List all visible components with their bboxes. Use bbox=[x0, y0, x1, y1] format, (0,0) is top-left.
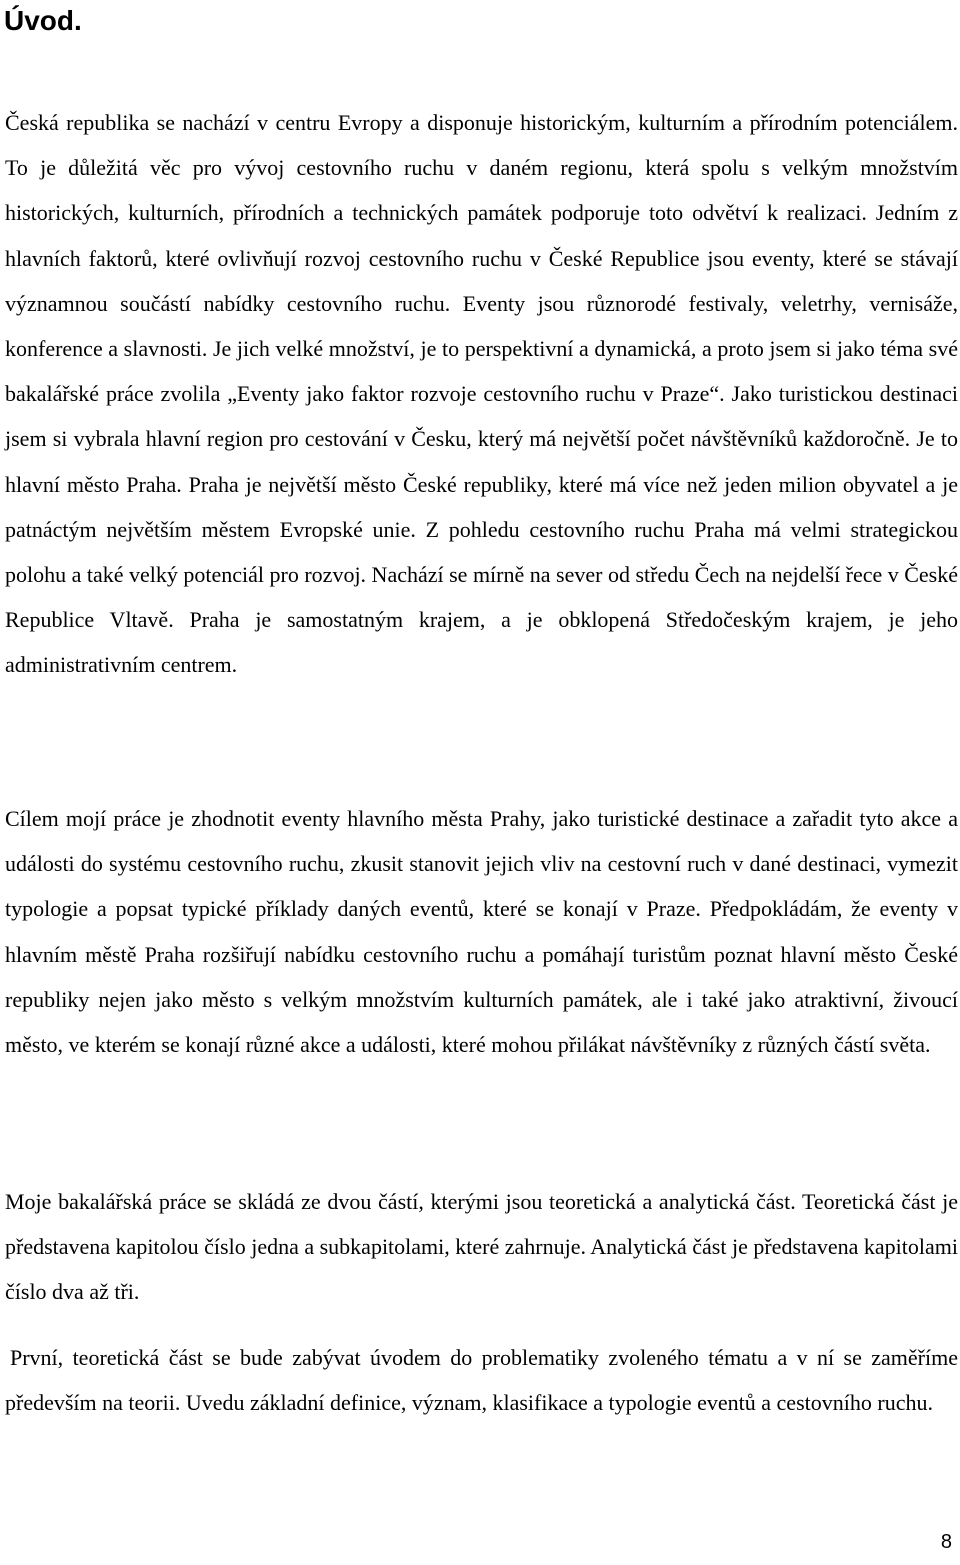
paragraph-goal: Cílem mojí práce je zhodnotit eventy hlavního města Prahy, jako turistické destinace a zařadit tyto akce a události do systému cestovního ruchu, zkusit stanovit jejich vliv na cestovní ruch v dané destinaci, vymezit typologie a popsat typické příklady daných eventů, které se konají v Praze. Předpokládám, že eventy v hlavním městě Praha rozšiřují nabídku cestovního ruchu a pomáhají turistům poznat hlavní město České republiky nejen jako město s velkým množstvím kulturních památek, ale i také jako atraktivní, živoucí město, ve kterém se konají různé akce a události, které mohou přilákat návštěvníky z různých částí světa. bbox=[5, 806, 958, 1058]
paragraph-structure: Moje bakalářská práce se skládá ze dvou částí, kterými jsou teoretická a analytická část. Teoretická část je představena kapitolou číslo jedna a subkapitolami, které zahrnuje. Analytická část je představena kapitolami číslo dva až tři. bbox=[5, 1189, 959, 1305]
page-heading: Úvod. bbox=[4, 5, 82, 36]
page-number: 8 bbox=[940, 1531, 952, 1553]
paragraph-theory: První, teoretická část se bude zabývat úvodem do problematiky zvoleného tématu a v ní se zaměříme především na teorii. Uvedu základní definice, význam, klasifikace a typologie eventů a cestovního ruchu. bbox=[5, 1345, 958, 1416]
paragraph-intro: Česká republika se nachází v centru Evropy a disponuje historickým, kulturním a přírodním potenciálem. To je důležitá věc pro vývoj cestovního ruchu v daném regionu, která spolu s velkým množstvím historických, kulturních, přírodních a technických památek podporuje toto odvětví k realizaci. Jedním z hlavních faktorů, které ovlivňují rozvoj cestovního ruchu v České Republice jsou eventy, které se stávají významnou součástí nabídky cestovního ruchu. Eventy jsou různorodé festivaly, veletrhy, vernisáže, konference a slavnosti. Je jich velké množství, je to perspektivní a dynamická, a proto jsem si jako téma své bakalářské práce zvolila „Eventy jako faktor rozvoje cestovního ruchu v Praze“. Jako turistickou destinaci jsem si vybrala hlavní region pro cestování v Česku, který má největší počet návštěvníků každoročně. Je to hlavní město Praha. Praha je největší město České republiky, které má více než jeden milion obyvatel a je patnáctým největším městem Evropské unie. Z pohledu cestovního ruchu Praha má velmi strategickou polohu a také velký potenciál pro rozvoj. Nachází se mírně na sever od středu Čech na nejdelší řece v České Republice Vltavě. Praha je samostatným krajem, a je obklopená Středočeským krajem, je jeho administrativním centrem. bbox=[5, 110, 958, 678]
